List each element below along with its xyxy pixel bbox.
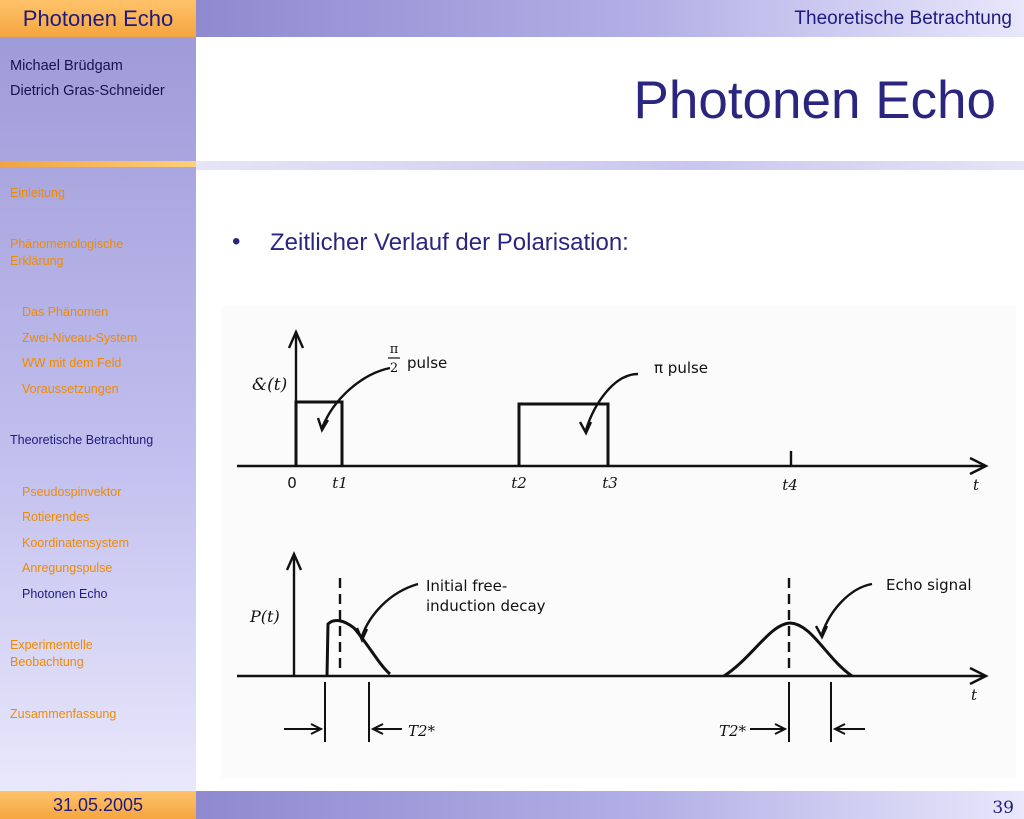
fid-label-line2: induction decay (426, 597, 546, 615)
polarization-diagram (222, 306, 1016, 778)
header-bar (196, 0, 1024, 37)
section-title: Theoretische Betrachtung (794, 8, 1012, 29)
author-list (10, 57, 180, 107)
pi-pulse-label: π pulse (654, 359, 709, 377)
pi-pointer-head (580, 422, 591, 433)
half-pi-denominator: 2 (389, 361, 399, 376)
sidebar (0, 37, 196, 791)
half-pi-pointer (322, 368, 390, 428)
title-divider (196, 161, 1024, 170)
tick-label-t4: t4 (782, 476, 798, 494)
fid-pointer (362, 584, 418, 636)
echo-pointer-head (816, 626, 827, 637)
pi-pointer (586, 374, 638, 430)
page-number: 39 (992, 798, 1014, 818)
upper-axis-label: t (972, 476, 980, 494)
nav-item-pseudospinvektor[interactable]: Pseudospinvektor (22, 485, 122, 499)
nav-item-experimentelle-beobachtung[interactable]: Experimentelle Beobachtung (10, 638, 93, 669)
nav-item-ww-mit-dem-feld[interactable]: WW mit dem Feld (22, 356, 122, 370)
tick-label-0: 0 (287, 474, 297, 492)
nav-item-koordinatensystem[interactable]: Koordinatensystem (22, 536, 130, 550)
nav-item-zwei-niveau-system[interactable]: Zwei-Niveau-System (22, 331, 138, 345)
t2-label-right: T2* (719, 722, 747, 740)
echo-label: Echo signal (886, 576, 972, 594)
footer-date: 31.05.2005 (0, 791, 196, 819)
field-axis-label: &(t) (252, 375, 288, 395)
nav-item-das-phaenomen[interactable]: Das Phänomen (22, 305, 109, 319)
nav-item-phaenomenologische-erklaerung[interactable]: Phänomenologische Erklärung (10, 237, 124, 268)
nav-item-theoretische-betrachtung[interactable]: Theoretische Betrachtung (10, 433, 154, 447)
nav-item-rotierendes[interactable]: Rotierendes (22, 510, 90, 524)
polarization-figure (222, 306, 1016, 778)
nav-item-zusammenfassung[interactable]: Zusammenfassung (10, 707, 117, 721)
t2-label-left: T2* (408, 722, 436, 740)
tick-label-t2: t2 (511, 474, 527, 492)
half-pi-pulse (296, 402, 342, 466)
author-name: Michael Brüdgam (10, 58, 123, 74)
presentation-title: Photonen Echo (22, 5, 174, 31)
tick-label-t3: t3 (602, 474, 618, 492)
half-pi-numerator: π (389, 342, 399, 357)
nav-item-einleitung[interactable]: Einleitung (10, 186, 65, 200)
nav-item-anregungspulse[interactable]: Anregungspulse (22, 561, 113, 575)
echo-pointer (822, 584, 872, 634)
half-pi-pulse-label: pulse (407, 354, 448, 372)
polarization-axis-label: P(t) (250, 607, 280, 626)
tick-label-t1: t1 (332, 474, 348, 492)
nav-item-photonen-echo[interactable]: Photonen Echo (22, 587, 108, 601)
lower-axis-label: t (970, 686, 978, 704)
slide-title: Photonen Echo (633, 71, 996, 130)
bullet-text: Zeitlicher Verlauf der Polarisation: (270, 229, 629, 256)
author-divider (0, 161, 196, 167)
nav-item-voraussetzungen[interactable]: Voraussetzungen (22, 382, 119, 396)
bullet-marker: • (232, 228, 241, 255)
footer-bar (196, 791, 1024, 819)
author-name: Dietrich Gras-Schneider (10, 83, 165, 99)
presentation-title-tab (0, 0, 196, 37)
pi-pulse (519, 404, 608, 466)
fid-label-line1: Initial free- (426, 577, 508, 595)
